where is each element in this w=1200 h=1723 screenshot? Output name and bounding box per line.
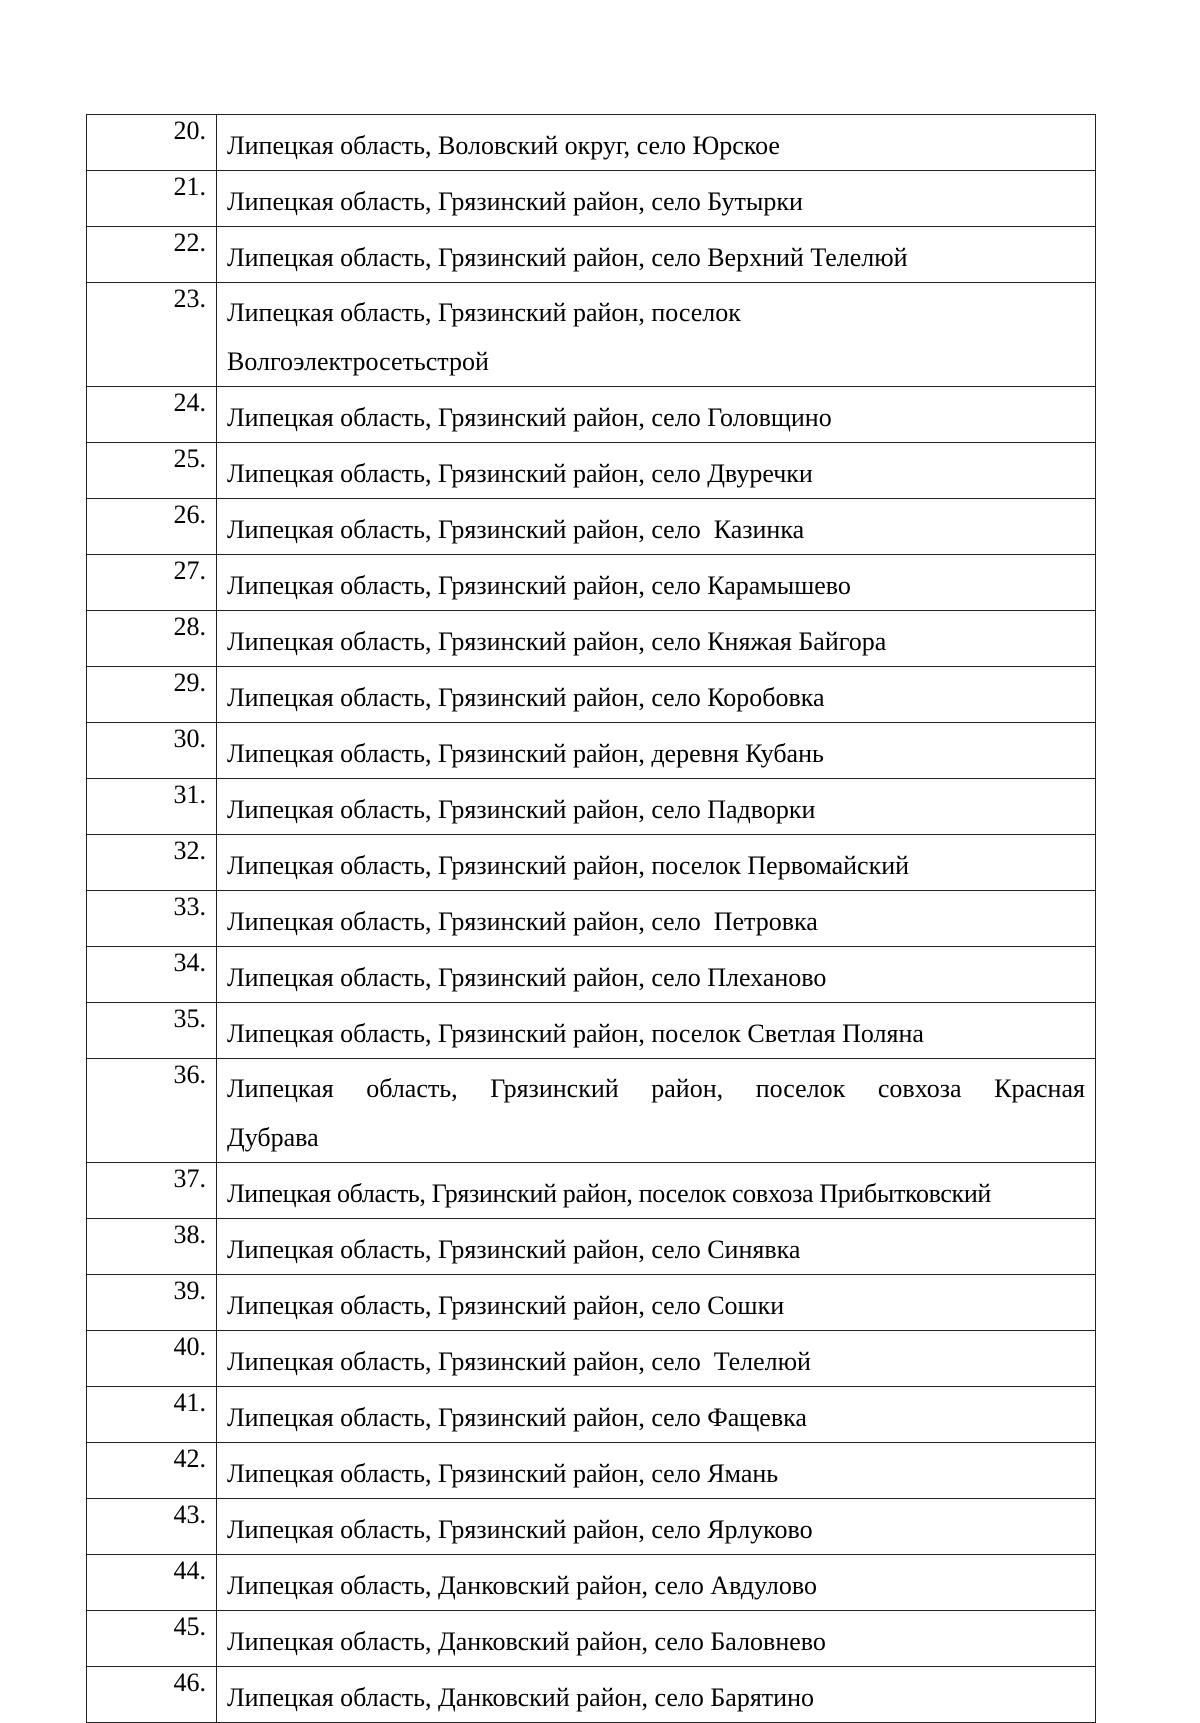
table-row (87, 283, 1096, 387)
table-row (87, 835, 1096, 891)
row-number: 30. (87, 723, 217, 779)
address-text: Липецкая область, Грязинский район, село Ямань (227, 1459, 779, 1488)
row-address (217, 387, 1096, 443)
row-address (217, 1331, 1096, 1387)
row-number: 37. (87, 1163, 217, 1219)
row-number: 41. (87, 1387, 217, 1443)
table-row (87, 1059, 1096, 1163)
address-word: Грязинский (490, 1074, 619, 1103)
address-text: Липецкая область, Данковский район, село Авдулово (227, 1571, 817, 1600)
row-number: 26. (87, 499, 217, 555)
row-number: 28. (87, 611, 217, 667)
row-address (217, 611, 1096, 667)
table-row (87, 891, 1096, 947)
address-text: Липецкая область, Грязинский район, село Петровка (227, 907, 818, 936)
row-number: 40. (87, 1331, 217, 1387)
row-address (217, 1387, 1096, 1443)
table-row (87, 611, 1096, 667)
table-row (87, 555, 1096, 611)
row-address (217, 499, 1096, 555)
address-text: Липецкая область, Грязинский район, село Фащевка (227, 1403, 807, 1432)
address-text: Липецкая область, Грязинский район, поселок Первомайский (227, 851, 910, 880)
table-row (87, 1219, 1096, 1275)
row-address (217, 1003, 1096, 1059)
row-address (217, 891, 1096, 947)
row-number: 33. (87, 891, 217, 947)
table-row (87, 1387, 1096, 1443)
address-word: совхоза (877, 1074, 962, 1103)
address-text: Липецкая область, Грязинский район, село Бутырки (227, 187, 803, 216)
row-address (217, 555, 1096, 611)
row-address (217, 779, 1096, 835)
row-number: 43. (87, 1499, 217, 1555)
row-number: 21. (87, 171, 217, 227)
address-text: Липецкая область, Грязинский район, село Верхний Телелюй (227, 243, 908, 272)
row-address (217, 115, 1096, 171)
row-address (217, 227, 1096, 283)
row-number: 42. (87, 1443, 217, 1499)
address-text: Липецкая область, Воловский округ, село Юрское (227, 131, 780, 160)
row-address (217, 1611, 1096, 1667)
row-address (217, 1275, 1096, 1331)
address-text: Липецкая область, Грязинский район, село Княжая Байгора (227, 627, 887, 656)
row-number: 32. (87, 835, 217, 891)
address-text: Липецкая область, Грязинский район, поселок Светлая Поляна (227, 1019, 924, 1048)
row-number: 27. (87, 555, 217, 611)
row-address (217, 667, 1096, 723)
address-text: Липецкая область, Грязинский район, поселок совхоза Прибытковский (227, 1179, 991, 1208)
table-row (87, 499, 1096, 555)
table-row (87, 387, 1096, 443)
table-row (87, 1555, 1096, 1611)
table-row (87, 1003, 1096, 1059)
address-text-line-2: Дубрава (227, 1123, 319, 1152)
row-number: 23. (87, 283, 217, 387)
address-text: Липецкая область, Грязинский район, село Плеханово (227, 963, 827, 992)
row-address (217, 1555, 1096, 1611)
row-number: 22. (87, 227, 217, 283)
row-number: 29. (87, 667, 217, 723)
address-text: Липецкая область, Грязинский район, село Карамышево (227, 571, 851, 600)
address-word: поселок (755, 1074, 846, 1103)
address-word: район, (651, 1074, 724, 1103)
row-number: 36. (87, 1059, 217, 1163)
table-row (87, 1275, 1096, 1331)
row-number: 24. (87, 387, 217, 443)
address-word: Красная (994, 1074, 1085, 1103)
address-text: Липецкая область, Данковский район, село Баловнево (227, 1627, 826, 1656)
row-number: 25. (87, 443, 217, 499)
settlements-table (86, 114, 1096, 1723)
row-address (217, 1499, 1096, 1555)
row-address (217, 1219, 1096, 1275)
row-address (217, 1667, 1096, 1723)
row-number: 35. (87, 1003, 217, 1059)
table-row (87, 779, 1096, 835)
row-address (217, 723, 1096, 779)
address-text-line-1: Липецкая область, Грязинский район, поселок (227, 298, 741, 327)
row-number: 38. (87, 1219, 217, 1275)
table-row (87, 171, 1096, 227)
address-text: Липецкая область, Грязинский район, село Коробовка (227, 683, 825, 712)
address-text: Липецкая область, Грязинский район, село Падворки (227, 795, 816, 824)
address-text-line-1 (227, 1064, 1085, 1113)
table-row (87, 443, 1096, 499)
row-number: 20. (87, 115, 217, 171)
row-number: 31. (87, 779, 217, 835)
table-row (87, 667, 1096, 723)
address-text: Липецкая область, Грязинский район, село Ярлуково (227, 1515, 813, 1544)
row-address (217, 835, 1096, 891)
row-address (217, 171, 1096, 227)
address-text: Липецкая область, Данковский район, село Барятино (227, 1683, 814, 1712)
row-address (217, 443, 1096, 499)
row-number: 44. (87, 1555, 217, 1611)
row-address (217, 1059, 1096, 1163)
table-row (87, 1331, 1096, 1387)
address-text: Липецкая область, Грязинский район, деревня Кубань (227, 739, 824, 768)
row-number: 45. (87, 1611, 217, 1667)
table-row (87, 723, 1096, 779)
table-row (87, 1443, 1096, 1499)
address-text: Липецкая область, Грязинский район, село Головщино (227, 403, 832, 432)
row-number: 46. (87, 1667, 217, 1723)
row-address (217, 1163, 1096, 1219)
address-text: Липецкая область, Грязинский район, село Синявка (227, 1235, 801, 1264)
row-address (217, 1443, 1096, 1499)
table-row (87, 1667, 1096, 1723)
table-row (87, 1611, 1096, 1667)
table-row (87, 227, 1096, 283)
table-row (87, 1499, 1096, 1555)
row-address (217, 947, 1096, 1003)
address-word: область, (366, 1074, 458, 1103)
address-word: Липецкая (227, 1074, 334, 1103)
table-row (87, 947, 1096, 1003)
address-text: Липецкая область, Грязинский район, село Сошки (227, 1291, 785, 1320)
address-text: Липецкая область, Грязинский район, село Телелюй (227, 1347, 811, 1376)
address-text: Липецкая область, Грязинский район, село Двуречки (227, 459, 813, 488)
table-row (87, 115, 1096, 171)
row-number: 39. (87, 1275, 217, 1331)
address-text: Липецкая область, Грязинский район, село Казинка (227, 515, 805, 544)
row-address (217, 283, 1096, 387)
table-row (87, 1163, 1096, 1219)
row-number: 34. (87, 947, 217, 1003)
address-text-line-2: Волгоэлектросетьстрой (227, 347, 489, 376)
